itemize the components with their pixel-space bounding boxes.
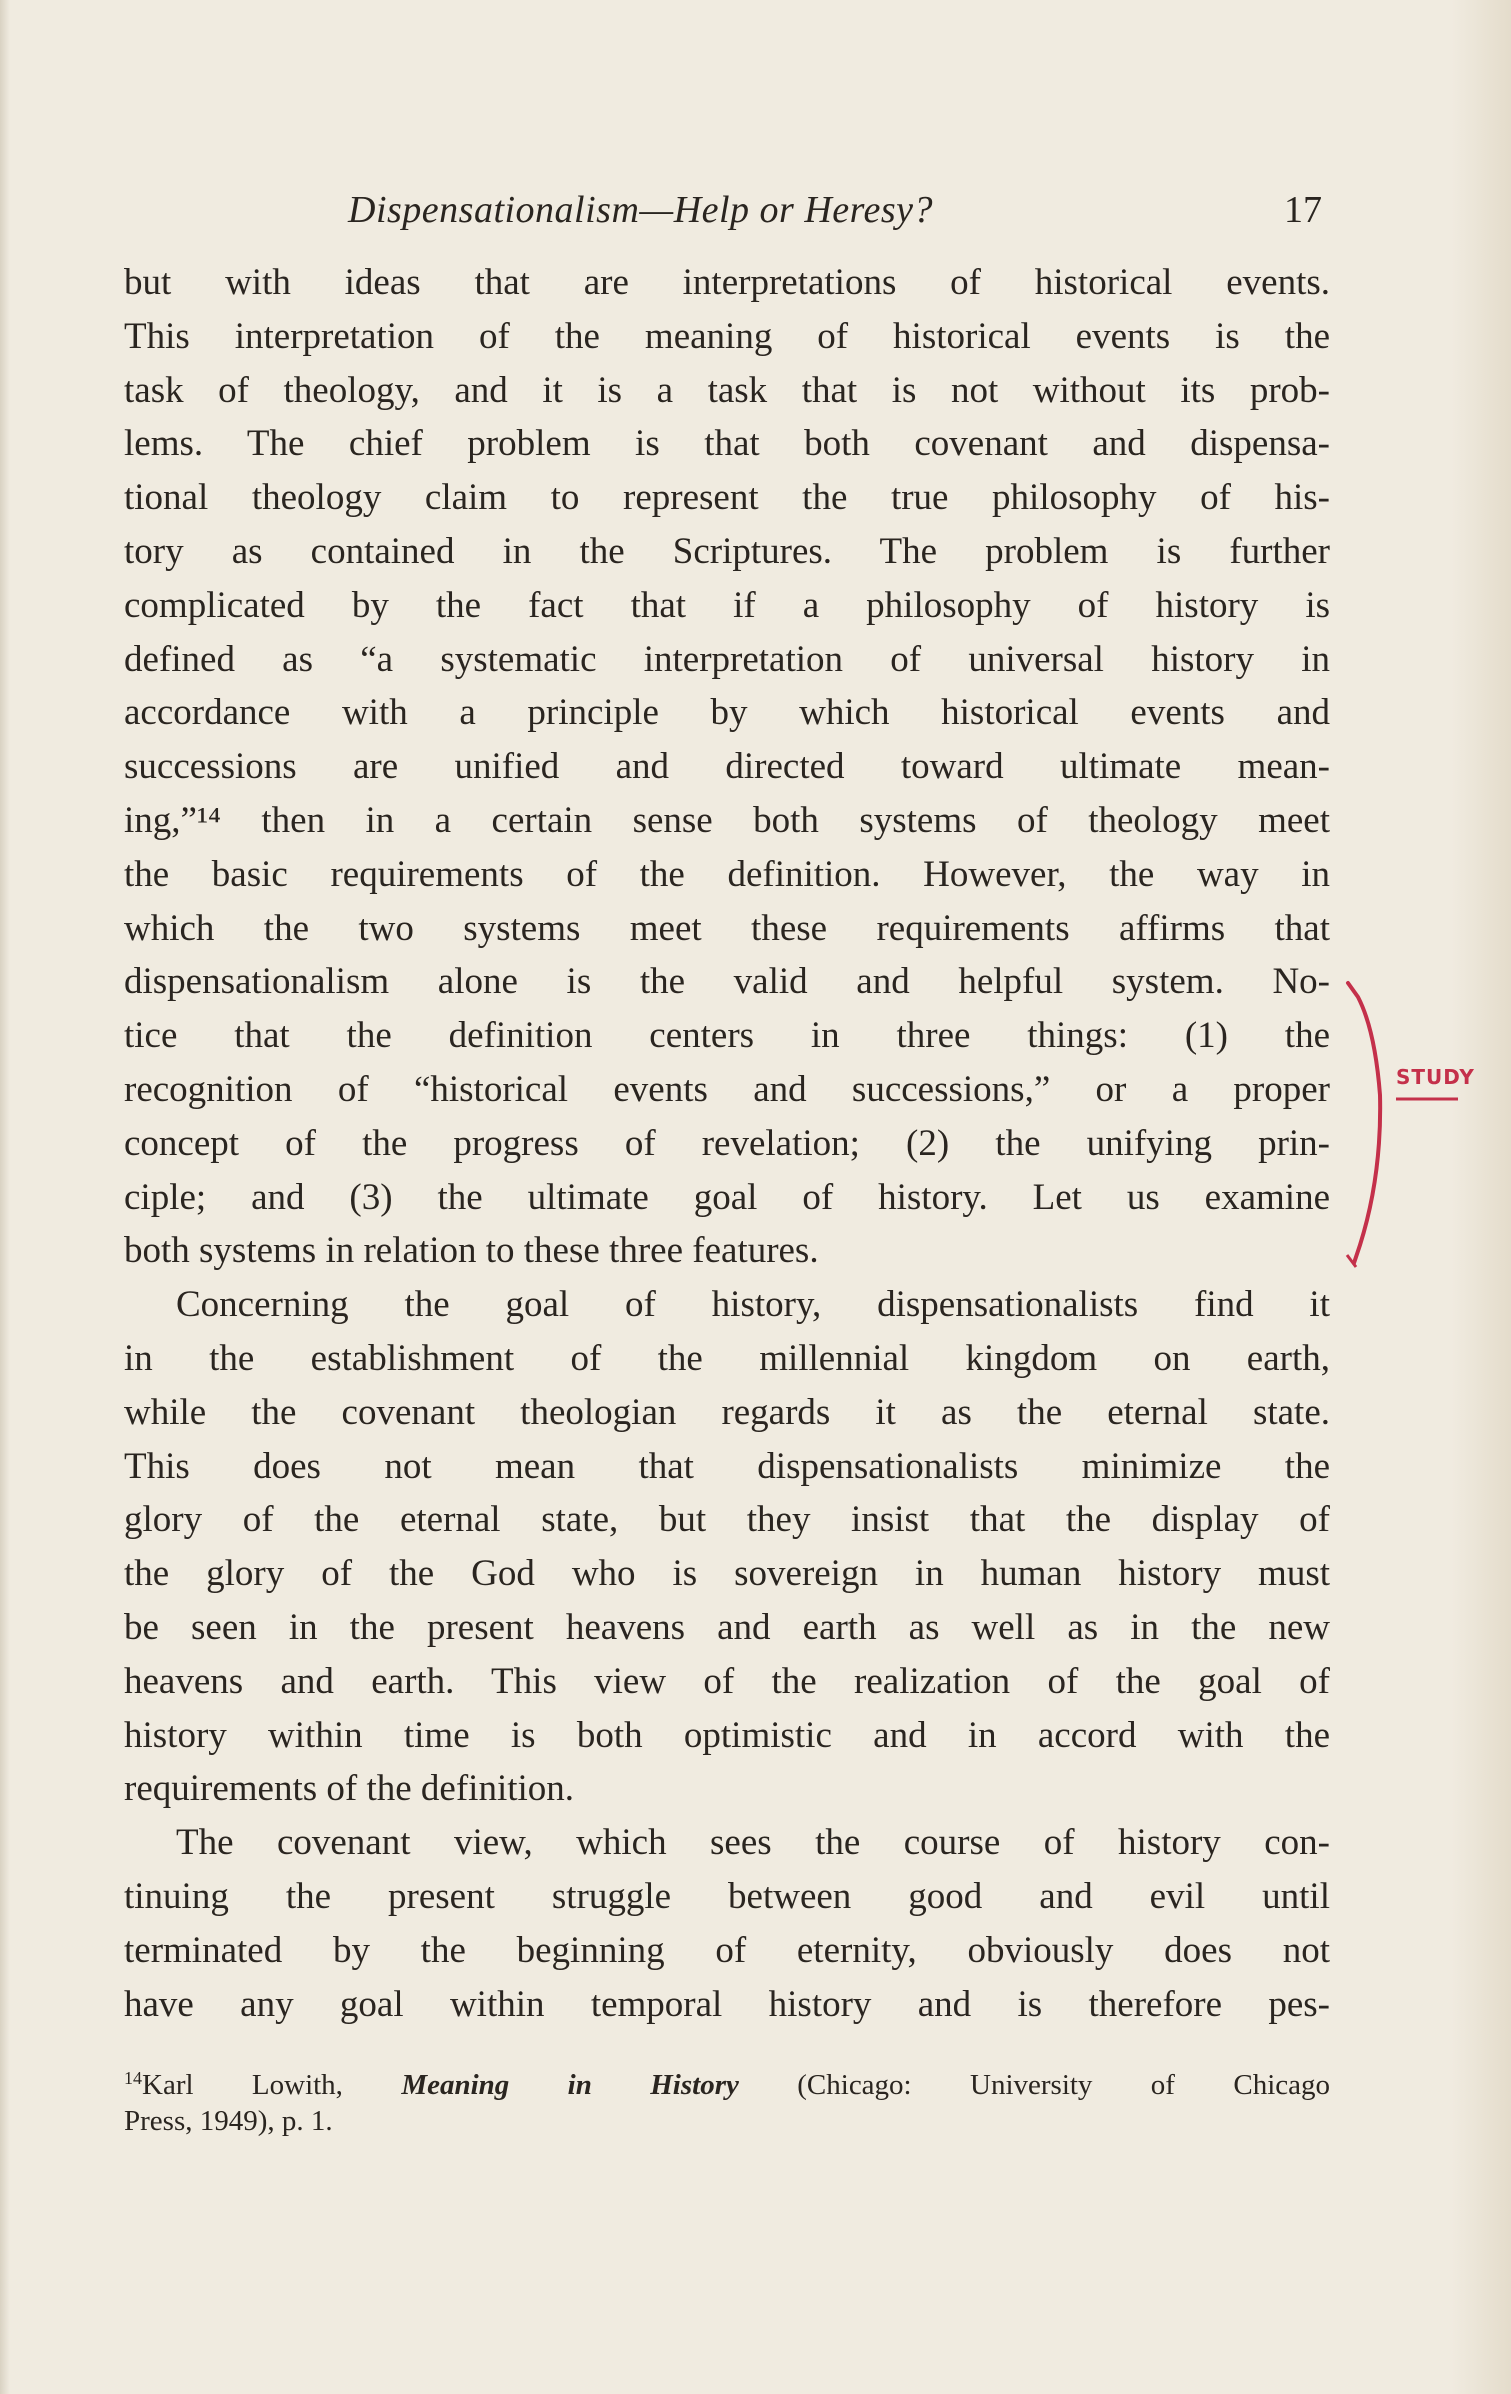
text-line: but with ideas that are interpretations of historical events. bbox=[124, 262, 1330, 303]
text-line: in the establishment of the millennial kingdom on earth, bbox=[124, 1337, 1330, 1379]
text-line: accordance with a principle by which historical events and bbox=[124, 692, 1330, 734]
text-line: the glory of the God who is sovereign in human history must bbox=[124, 1553, 1330, 1595]
annotation-study: STUDY bbox=[1396, 1065, 1475, 1089]
running-header bbox=[0, 188, 1511, 248]
running-title: Dispensationalism—Help or Heresy? bbox=[348, 189, 934, 231]
text-line: Concerning the goal of history, dispensationalists find it bbox=[176, 1284, 1330, 1326]
footnote-line bbox=[124, 2060, 1330, 2103]
text-line: This does not mean that dispensationalists minimize the bbox=[124, 1445, 1330, 1487]
text-line: tinuing the present struggle between good and evil until bbox=[124, 1875, 1330, 1917]
text-line: the basic requirements of the definition. However, the way in bbox=[124, 853, 1330, 895]
text-line: The covenant view, which sees the course of history con- bbox=[176, 1822, 1330, 1864]
text-line: task of theology, and it is a task that is not without its prob- bbox=[124, 369, 1330, 411]
text-line: lems. The chief problem is that both covenant and dispensa- bbox=[124, 423, 1330, 465]
text-line: tional theology claim to represent the true philosophy of his- bbox=[124, 477, 1330, 519]
footnote-publisher: (Chicago: University of Chicago bbox=[738, 2069, 1330, 2101]
page-left-edge bbox=[0, 0, 10, 2394]
text-line: concept of the progress of revelation; (2) the unifying prin- bbox=[124, 1122, 1330, 1164]
text-line: recognition of “historical events and successions,” or a proper bbox=[124, 1068, 1330, 1110]
text-line: tice that the definition centers in three things: (1) the bbox=[124, 1015, 1330, 1057]
text-line: have any goal within temporal history and is therefore pes- bbox=[124, 1983, 1330, 2025]
text-line: which the two systems meet these requirements affirms that bbox=[124, 907, 1330, 949]
footnote-author: Karl Lowith, bbox=[142, 2069, 402, 2101]
footnote-marker: 14 bbox=[124, 2068, 142, 2088]
footnote bbox=[124, 2060, 1330, 2139]
text-line: heavens and earth. This view of the realization of the goal of bbox=[124, 1660, 1330, 1702]
text-line: dispensationalism alone is the valid and helpful system. No- bbox=[124, 961, 1330, 1003]
text-line: ing,”¹⁴ then in a certain sense both systems of theology meet bbox=[124, 799, 1330, 841]
body-text bbox=[124, 256, 1330, 2031]
text-line: successions are unified and directed toward ultimate mean- bbox=[124, 746, 1330, 788]
margin-annotation bbox=[1330, 975, 1510, 1275]
text-line: defined as “a systematic interpretation of universal history in bbox=[124, 638, 1330, 680]
text-line: glory of the eternal state, but they insist that the display of bbox=[124, 1499, 1330, 1541]
text-line: both systems in relation to these three features. bbox=[124, 1230, 819, 1272]
text-line: ciple; and (3) the ultimate goal of history. Let us examine bbox=[124, 1176, 1330, 1218]
footnote-line: Press, 1949), p. 1. bbox=[124, 2105, 333, 2137]
text-line: while the covenant theologian regards it as the eternal state. bbox=[124, 1391, 1330, 1433]
footnote-book-title: Meaning in History bbox=[401, 2069, 739, 2101]
bracket-mark-icon bbox=[1330, 975, 1510, 1275]
text-line: requirements of the definition. bbox=[124, 1768, 575, 1810]
text-line: This interpretation of the meaning of historical events is the bbox=[124, 315, 1330, 357]
page-number: 17 bbox=[1284, 189, 1322, 231]
text-line: terminated by the beginning of eternity, obviously does not bbox=[124, 1929, 1330, 1971]
text-line: tory as contained in the Scriptures. The problem is further bbox=[124, 530, 1330, 572]
text-line: be seen in the present heavens and earth as well as in the new bbox=[124, 1606, 1330, 1648]
text-line: history within time is both optimistic and in accord with the bbox=[124, 1714, 1330, 1756]
text-line: complicated by the fact that if a philosophy of history is bbox=[124, 584, 1330, 626]
